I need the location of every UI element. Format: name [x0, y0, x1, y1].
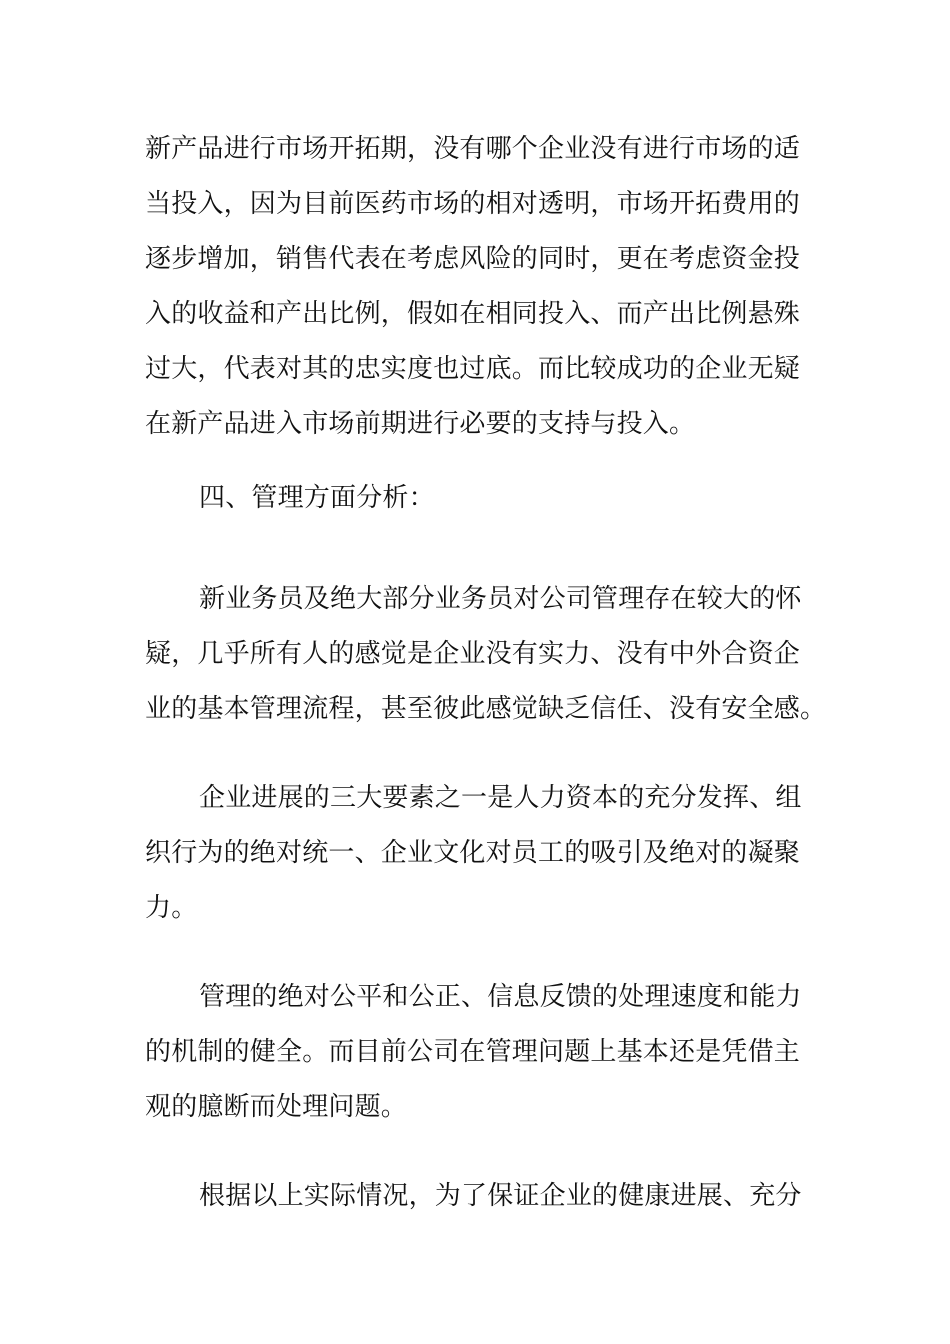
text-line: 管理的绝对公平和公正、信息反馈的处理速度和能力 [199, 982, 802, 1012]
paragraph-three-elements [145, 771, 810, 936]
text-line: 根据以上实际情况，为了保证企业的健康进展、充分 [199, 1181, 802, 1211]
text-line: 力。 [145, 893, 198, 923]
text-line: 观的臆断而处理问题。 [145, 1092, 408, 1122]
text-line: 业的基本管理流程，甚至彼此感觉缺乏信任、没有安全感。 [145, 694, 827, 724]
paragraph-staff-doubt [145, 572, 827, 737]
text-line: 在新产品进入市场前期进行必要的支持与投入。 [145, 409, 696, 439]
text-line: 的机制的健全。而目前公司在管理问题上基本还是凭借主 [145, 1037, 801, 1067]
text-line: 逐步增加，销售代表在考虑风险的同时，更在考虑资金投 [145, 244, 801, 274]
text-line: 当投入，因为目前医药市场的相对透明，市场开拓费用的 [145, 189, 801, 219]
section-heading-management [145, 471, 810, 526]
text-line: 新产品进行市场开拓期，没有哪个企业没有进行市场的适 [145, 134, 801, 164]
text-line: 新业务员及绝大部分业务员对公司管理存在较大的怀 [199, 584, 802, 614]
paragraph-fairness [145, 970, 810, 1135]
paragraph-conclusion [145, 1169, 810, 1224]
text-line: 过大，代表对其的忠实度也过底。而比较成功的企业无疑 [145, 354, 801, 384]
text-line: 企业进展的三大要素之一是人力资本的充分发挥、组 [199, 783, 802, 813]
text-line: 疑，几乎所有人的感觉是企业没有实力、没有中外合资企 [145, 639, 801, 669]
paragraph-market-investment [145, 122, 810, 452]
section-heading: 四、管理方面分析： [199, 483, 435, 513]
text-line: 入的收益和产出比例，假如在相同投入、而产出比例悬殊 [145, 299, 801, 329]
text-line: 织行为的绝对统一、企业文化对员工的吸引及绝对的凝聚 [145, 838, 801, 868]
